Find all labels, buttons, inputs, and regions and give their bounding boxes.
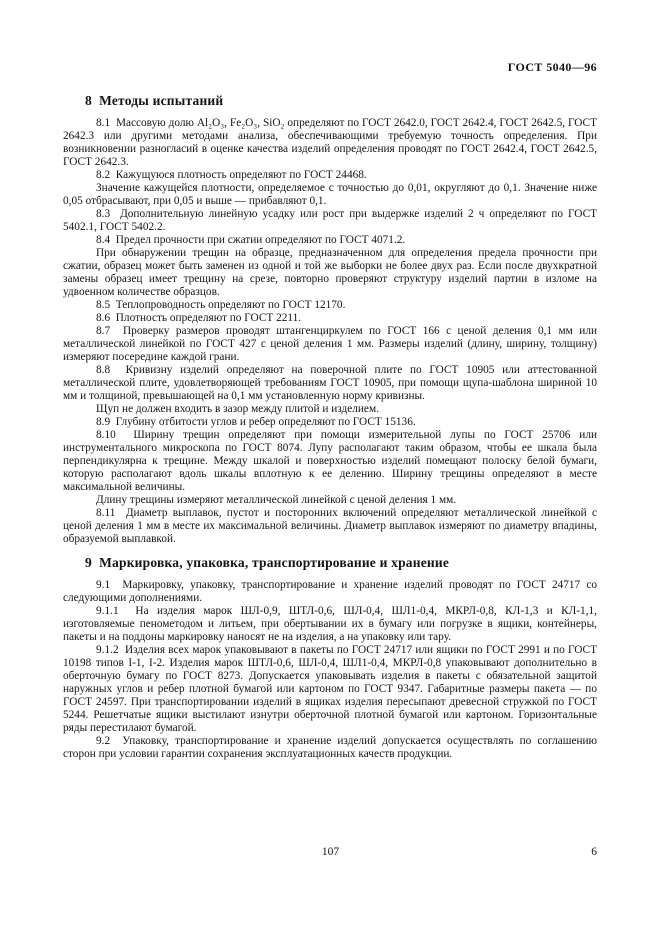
paragraph: 9.2 Упаковку, транспортирование и хранение изделий допускается осуществлять по соглашению сторон при условии гарантии сохранения эксплуатационных качеств продукции. bbox=[63, 735, 600, 760]
page-number-center: 107 bbox=[321, 846, 340, 858]
section-heading: 8 Методы испытаний bbox=[85, 93, 224, 108]
paragraph: 9.1.2 Изделия всех марок упаковывают в пакеты по ГОСТ 24717 или ящики по ГОСТ 2991 и по ГОСТ 10198 типов I-1, I-2. Изделия марок ШТЛ-0,6, ШЛ-0,4, ШЛ1-0,4, МКРЛ-0,8 упаковывают дополнительно в оберточную бумагу по ГОСТ 8273. Допускается упаковывать изделия в пакеты с обязательной защитой наружных углов и ребер плотной бумагой или картоном по ГОСТ 9347. Габаритные размеры пакета — по ГОСТ 24597. При транспортировании изделий в ящиках изделия пересыпают древесной стружкой по ГОСТ 5244. Решетчатые ящики выстилают изнутри оберточной плотной бумагой или картоном. Горизонтальные ряды перестилают бумагой. bbox=[63, 644, 600, 734]
paragraph: Щуп не должен входить в зазор между плитой и изделием. bbox=[96, 403, 379, 415]
paragraph: 8.9 Глубину отбитости углов и ребер определяют по ГОСТ 15136. bbox=[96, 416, 416, 428]
paragraph: 8.5 Теплопроводность определяют по ГОСТ 12170. bbox=[96, 299, 346, 311]
page-number-right: 6 bbox=[591, 846, 597, 858]
section-heading: 9 Маркировка, упаковка, транспортирование и хранение bbox=[85, 555, 450, 570]
paragraph: 8.11 Диаметр выплавок, пустот и посторонних включений определяют металлической линейкой с ценой деления 1 мм в месте их максимальной величины. Диаметр выплавок измеряют по диаметру впадины, образуемой выплавкой. bbox=[63, 507, 600, 545]
paragraph: 8.6 Плотность определяют по ГОСТ 2211. bbox=[96, 312, 302, 324]
standard-number: ГОСТ 5040—96 bbox=[507, 60, 597, 74]
paragraph: Длину трещины измеряют металлической линейкой с ценой деления 1 мм. bbox=[96, 494, 457, 506]
paragraph: 8.8 Кривизну изделий определяют на поверочной плите по ГОСТ 10905 или аттестованной металлической плите, удовлетворяющей требованиям ГОСТ 10905, при помощи щупа-шаблона шириной 10 мм и толщиной, превышающей на 0,1 мм установленную норму кривизны. bbox=[63, 364, 600, 402]
paragraph: 8.1 Массовую долю Al₂O₃, Fe₂O₃, SiO₂ определяют по ГОСТ 2642.0, ГОСТ 2642.4, ГОСТ 2642.5, ГОСТ 2642.3 или другими методами анализа, обеспечивающими требуемую точность определения. При возникновении разногласий в оценке качества изделий определения проводят по ГОСТ 2642.4, ГОСТ 2642.5, ГОСТ 2642.3. bbox=[63, 117, 600, 168]
paragraph: 8.4 Предел прочности при сжатии определяют по ГОСТ 4071.2. bbox=[96, 234, 406, 246]
paragraph: 8.7 Проверку размеров проводят штангенциркулем по ГОСТ 166 с ценой деления 0,1 мм или металлической линейкой по ГОСТ 427 с ценой деления 1 мм. Размеры изделий (длину, ширину, толщину) измеряют посередине каждой грани. bbox=[63, 325, 600, 363]
paragraph: Значение кажущейся плотности, определяемое с точностью до 0,01, округляют до 0,1. Значение ниже 0,05 отбрасывают, при 0,05 и выше — прибавляют 0,1. bbox=[63, 182, 600, 207]
document-body bbox=[63, 93, 600, 761]
paragraph: 9.1 Маркировку, упаковку, транспортирование и хранение изделий проводят по ГОСТ 24717 со следующими дополнениями. bbox=[63, 579, 600, 604]
paragraph: 9.1.1 На изделия марок ШЛ-0,9, ШТЛ-0,6, ШЛ-0,4, ШЛ1-0,4, МКРЛ-0,8, КЛ-1,3 и КЛ-1,1, изготовляемые пенометодом и литьем, при обертывании их в бумагу или погрузке в ящики, контейнеры, пакеты и на поддоны маркировку наносят не на изделия, а на упаковку или тару. bbox=[63, 605, 600, 643]
paragraph: 8.10 Ширину трещин определяют при помощи измерительной лупы по ГОСТ 25706 или инструментального микроскопа по ГОСТ 8074. Лупу располагают таким образом, чтобы ее шкала была перпендикулярна к трещине. Между шкалой и поверхностью изделий помещают полоску белой бумаги, которую располагают вдоль шкалы вплотную к ее делению. Ширину трещины определяют в месте максимальной величины. bbox=[63, 429, 600, 493]
paragraph: При обнаружении трещин на образце, предназначенном для определения предела прочности при сжатии, образец может быть заменен из одной и той же выборки не более двух раз. Если после двухкратной замены образец имеет трещину на срезе, повторно проверяют структуру изделий партии в изломе на удвоенном количестве образцов. bbox=[63, 247, 600, 298]
paragraph: 8.2 Кажущуюся плотность определяют по ГОСТ 24468. bbox=[96, 169, 367, 181]
paragraph: 8.3 Дополнительную линейную усадку или рост при выдержке изделий 2 ч определяют по ГОСТ 5402.1, ГОСТ 5402.2. bbox=[63, 208, 600, 233]
running-header bbox=[63, 60, 597, 75]
